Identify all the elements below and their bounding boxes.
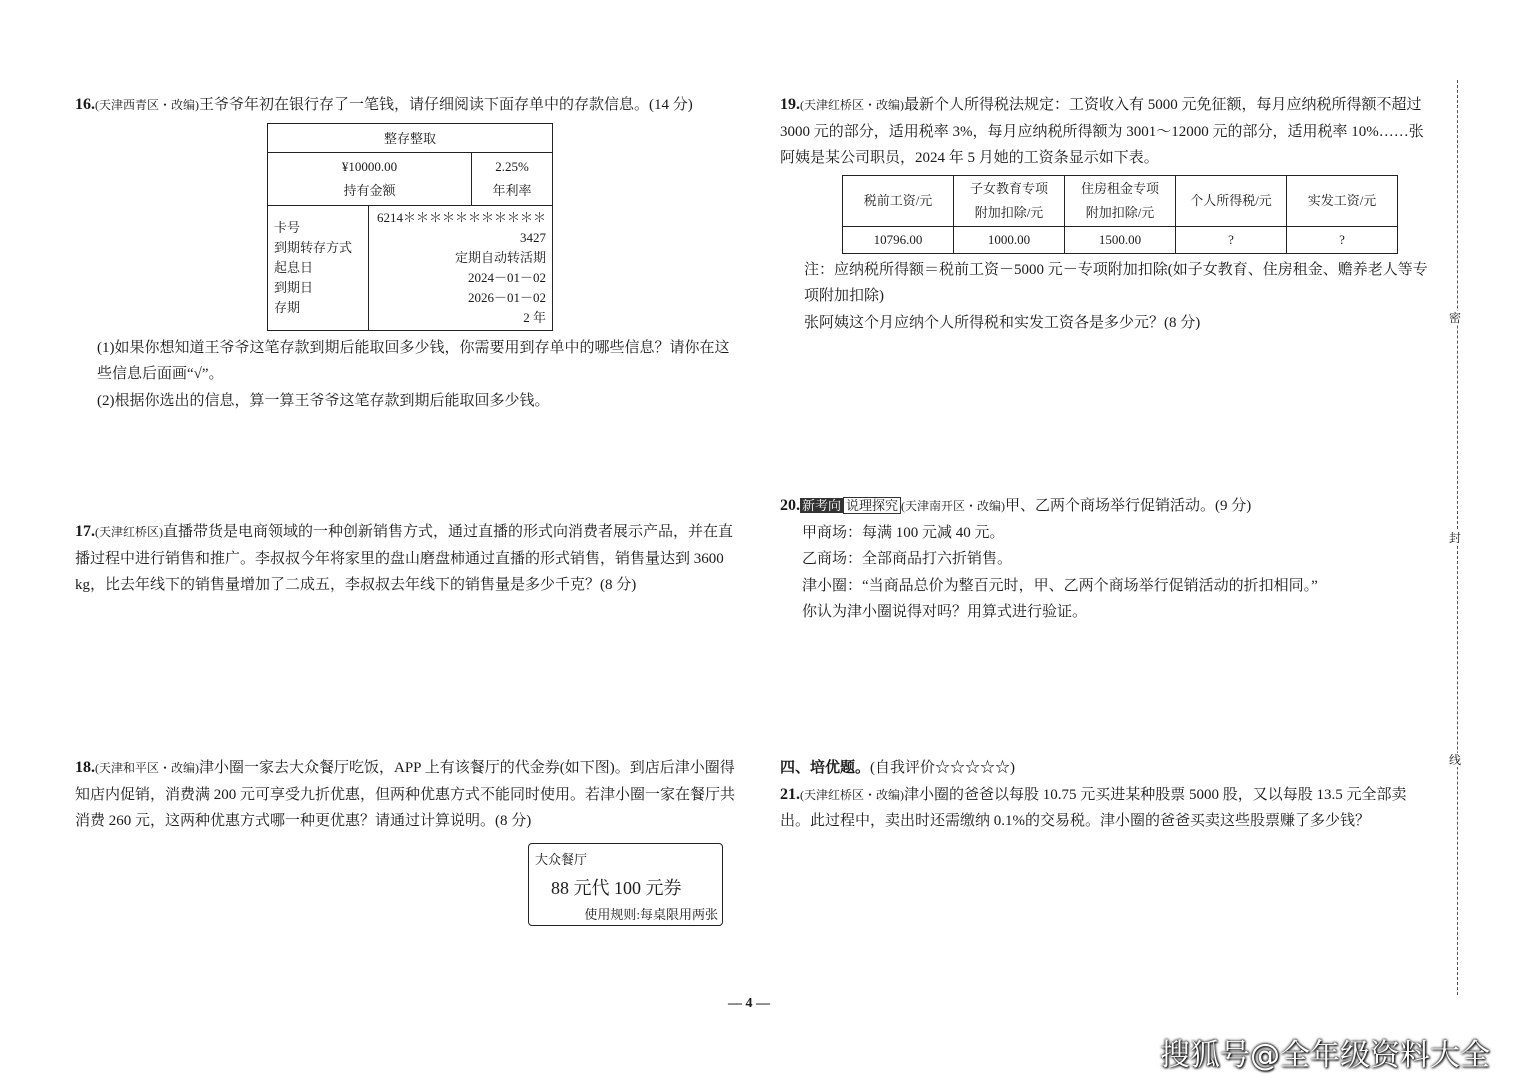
question-16-parts	[75, 335, 740, 415]
slip-values: 6214＊＊＊＊＊＊＊＊＊＊＊3427 定期自动转活期 2024－01－02 2026－01－02 2 年	[376, 209, 546, 325]
question-number: 19.	[780, 96, 800, 113]
page-number: — 4 —	[728, 996, 770, 1011]
slip-rate: 2.25% 年利率	[472, 152, 553, 205]
question-stem: 直播带货是电商领域的一种创新销售方式，通过直播的形式向消费者展示产品，并在直播过程中进行销售和推广。李叔叔今年将家里的盘山磨盘柿通过直播的形式销售，销售量达到 3600 kg，比去年线下的销售量增加了二成五，李叔叔去年线下的销售量是多少千克？(8 分)	[75, 524, 734, 593]
question-number: 17.	[75, 523, 95, 540]
question-source: (天津西青区・改编)	[95, 98, 199, 112]
question-number: 18.	[75, 759, 95, 776]
line: 甲商场：每满 100 元减 40 元。	[802, 524, 1005, 541]
question-16	[75, 92, 740, 414]
question-19	[780, 92, 1435, 336]
seal-char: 密	[1449, 311, 1462, 325]
section-title: 四、培优题。	[780, 760, 871, 776]
note: 注：应纳税所得额＝税前工资－5000 元－专项附加扣除(如子女教育、住房租金、赡养老人等专项附加扣除)	[804, 261, 1428, 304]
new-trend-tag: 新考向	[802, 498, 842, 513]
question-stem: 甲、乙两个商场举行促销活动。(9 分)	[1005, 498, 1252, 514]
section-4	[780, 755, 1435, 835]
question: 张阿姨这个月应纳个人所得税和实发工资各是多少元？(8 分)	[804, 314, 1201, 331]
question-source: (天津南开区・改编)	[901, 499, 1006, 513]
line: 乙商场：全部商品打六折销售。	[802, 551, 1013, 567]
question-number: 21.	[780, 785, 800, 803]
question-20	[780, 493, 1435, 626]
question-stem: 最新个人所得税法规定：工资收入有 5000 元免征额，每月应纳税所得额不超过 3000 元的部分，适用税率 3%，每月应纳税所得额为 3001～12000 元的部分，适用税率 10%……张阿姨是某公司职员，2024 年 5 月她的工资条显示如下表。	[780, 97, 1424, 166]
question-19-note	[780, 257, 1435, 337]
question-source: (天津红桥区)	[95, 525, 163, 539]
table-cell: ?	[1176, 226, 1287, 253]
sub-question-2: (2)根据你选出的信息，算一算王爷爷这笔存款到期后能取回多少钱。	[97, 392, 550, 409]
table-header: 住房租金专项 附加扣除/元	[1065, 175, 1176, 226]
question-17	[75, 519, 735, 599]
self-evaluation: (自我评价☆☆☆☆☆)	[870, 760, 1016, 776]
table-row	[843, 226, 1398, 253]
question-number: 20.	[780, 497, 800, 514]
slip-amount: ¥10000.00 持有金额	[268, 152, 472, 205]
question-stem: 王爷爷年初在银行存了一笔钱，请仔细阅读下面存单中的存款信息。(14 分)	[199, 97, 693, 113]
table-header: 实发工资/元	[1287, 175, 1398, 226]
reasoning-tag: 说理探究	[843, 497, 901, 514]
voucher-coupon	[528, 843, 723, 926]
line: 你认为津小圈说得对吗？用算式进行验证。	[802, 604, 1088, 620]
question-source: (天津红桥区・改编)	[800, 98, 904, 112]
table-cell: ?	[1287, 226, 1398, 253]
table-cell: 1000.00	[954, 226, 1065, 253]
question-stem: 津小圈一家去大众餐厅吃饭，APP 上有该餐厅的代金券(如下图)。到店后津小圈得知店内促销，消费满 200 元可享受九折优惠，但两种优惠方式不能同时使用。若津小圈一家在餐厅共消费 260 元，这两种优惠方式哪一种更优惠？请通过计算说明。(8 分)	[75, 760, 736, 829]
line: 津小圈：“当商品总价为整百元时，甲、乙两个商场举行促销活动的折扣相同。”	[802, 577, 1318, 594]
slip-labels: 卡号 到期转存方式 起息日 到期日 存期	[268, 206, 369, 330]
question-number: 16.	[75, 96, 95, 113]
table-cell: 10796.00	[843, 226, 954, 253]
table-header: 子女教育专项 附加扣除/元	[954, 175, 1065, 226]
sub-question-1: (1)如果你想知道王爷爷这笔存款到期后能取回多少钱，你需要用到存单中的哪些信息？请你在这些信息后面画“√”。	[97, 339, 730, 382]
seal-char: 线	[1449, 753, 1462, 767]
coupon-rule: 使用规则:每桌限用两张	[584, 906, 718, 922]
seal-char: 封	[1449, 531, 1462, 545]
question-stem: 津小圈的爸爸以每股 10.75 元买进某种股票 5000 股，又以每股 13.5 元全部卖出。此过程中，卖出时还需缴纳 0.1%的交易税。津小圈的爸爸买卖这些股票赚了多少钱？	[780, 786, 1407, 829]
question-source: (天津和平区・改编)	[95, 761, 199, 775]
question-source: (天津红桥区・改编)	[800, 787, 904, 802]
deposit-slip	[267, 123, 553, 331]
question-18	[75, 755, 735, 926]
table-header: 个人所得税/元	[1176, 175, 1287, 226]
question-21	[780, 782, 1435, 835]
slip-title: 整存整取	[268, 123, 553, 152]
coupon-shop: 大众餐厅	[535, 851, 588, 867]
table-cell: 1500.00	[1065, 226, 1176, 253]
coupon-offer: 88 元代 100 元券	[551, 877, 682, 898]
watermark: 搜狐号@全年级资料大全	[1160, 1038, 1490, 1073]
salary-table	[842, 175, 1398, 254]
table-header: 税前工资/元	[843, 175, 954, 226]
